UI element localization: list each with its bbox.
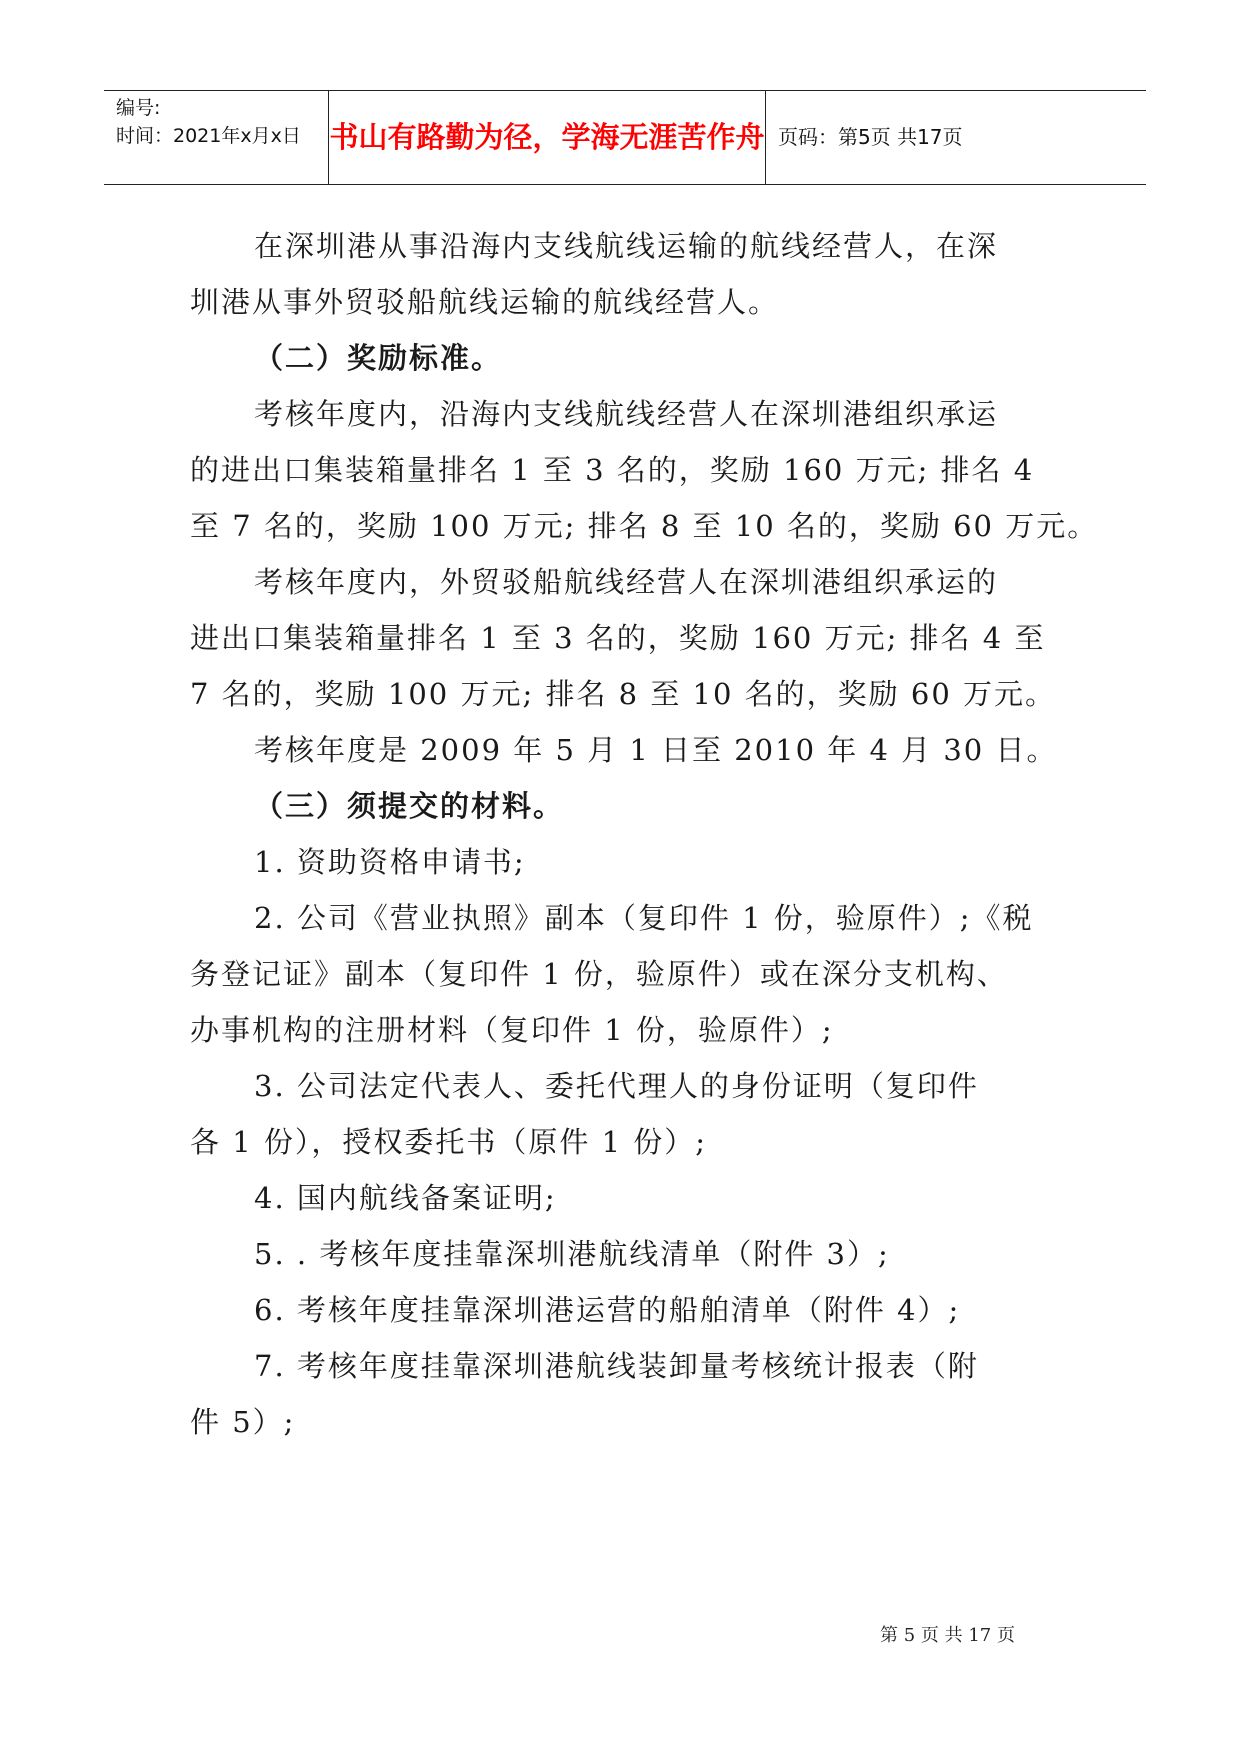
list-item: 5. . 考核年度挂靠深圳港航线清单（附件 3）;: [254, 1237, 890, 1271]
list-item: 7. 考核年度挂靠深圳港航线装卸量考核统计报表（附: [254, 1349, 979, 1383]
paragraph-line: 考核年度内，外贸驳船航线经营人在深圳港组织承运的: [254, 565, 999, 599]
list-item-continuation: 务登记证》副本（复印件 1 份，验原件）或在深分支机构、: [190, 957, 1008, 991]
paragraph-line: 考核年度内，沿海内支线航线经营人在深圳港组织承运: [254, 397, 999, 431]
document-number-label: 编号:: [116, 97, 161, 119]
document-header: [104, 90, 1146, 185]
list-item: 3. 公司法定代表人、委托代理人的身份证明（复印件: [254, 1069, 979, 1103]
paragraph-line: 7 名的，奖励 100 万元; 排名 8 至 10 名的，奖励 60 万元。: [190, 677, 1057, 711]
section-heading: （三）须提交的材料。: [254, 789, 565, 823]
paragraph-line: 至 7 名的，奖励 100 万元; 排名 8 至 10 名的，奖励 60 万元。: [190, 509, 1099, 543]
page-footer-number: 第 5 页 共 17 页: [880, 1625, 1015, 1646]
paragraph-line: 进出口集装箱量排名 1 至 3 名的，奖励 160 万元; 排名 4 至: [190, 621, 1046, 655]
paragraph-line: 的进出口集装箱量排名 1 至 3 名的，奖励 160 万元; 排名 4: [190, 453, 1035, 487]
section-heading: （二）奖励标准。: [254, 341, 503, 375]
list-item: 2. 公司《营业执照》副本（复印件 1 份，验原件）;《税: [254, 901, 1034, 935]
list-item: 1. 资助资格申请书;: [254, 845, 526, 879]
header-motto: 书山有路勤为径，学海无涯苦作舟: [329, 120, 765, 154]
list-item: 4. 国内航线备案证明;: [254, 1181, 557, 1215]
paragraph-line: 圳港从事外贸驳船航线运输的航线经营人。: [190, 285, 780, 319]
list-item-continuation: 件 5）;: [190, 1405, 296, 1439]
document-time-label: 时间：2021年x月x日: [116, 125, 301, 147]
list-item-continuation: 办事机构的注册材料（复印件 1 份，验原件）;: [190, 1013, 834, 1047]
paragraph-line: 考核年度是 2009 年 5 月 1 日至 2010 年 4 月 30 日。: [254, 733, 1058, 767]
list-item: 6. 考核年度挂靠深圳港运营的船舶清单（附件 4）;: [254, 1293, 961, 1327]
paragraph-line: 在深圳港从事沿海内支线航线运输的航线经营人，在深: [254, 229, 999, 263]
header-page-info: 页码：第5页 共17页: [778, 125, 963, 149]
list-item-continuation: 各 1 份），授权委托书（原件 1 份）;: [190, 1125, 708, 1159]
